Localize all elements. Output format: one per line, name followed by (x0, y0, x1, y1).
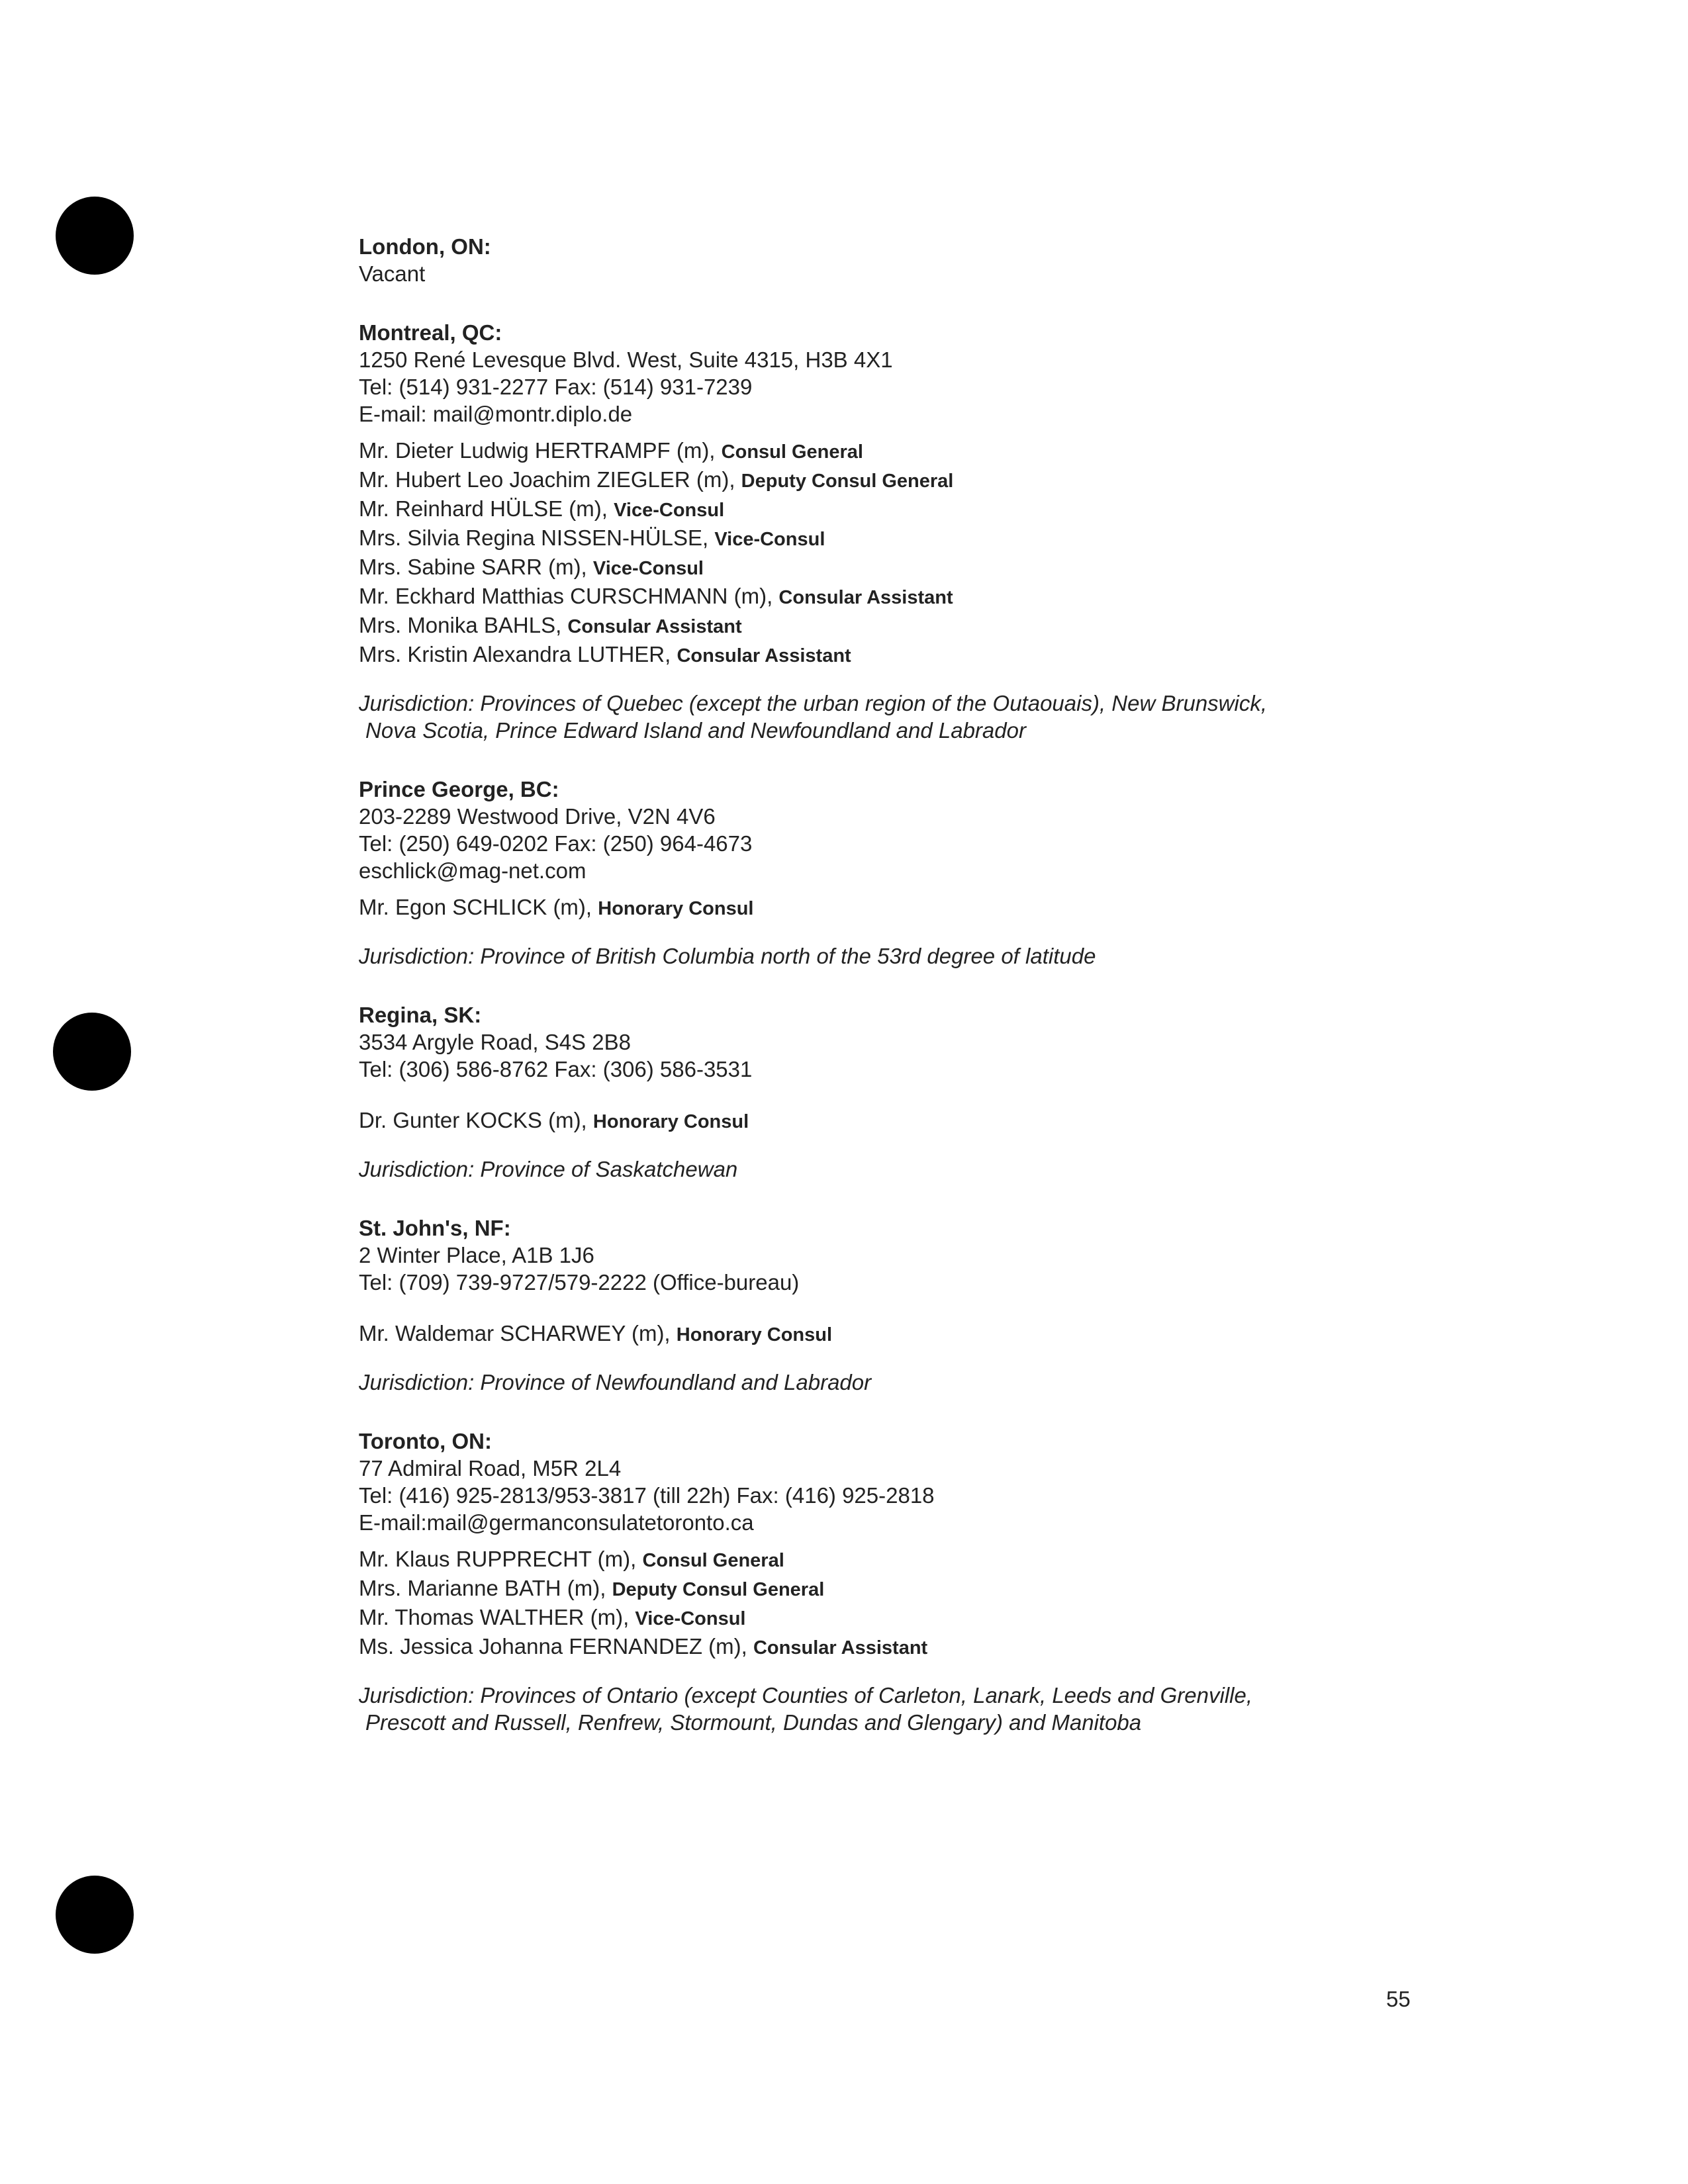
staff-title: Consular Assistant (753, 1637, 928, 1659)
address: 203-2289 Westwood Drive, V2N 4V6 (359, 804, 716, 829)
address: 3534 Argyle Road, S4S 2B8 (359, 1030, 631, 1054)
staff-entry (359, 1545, 1418, 1574)
staff-entry (359, 641, 1418, 670)
staff-title: Consul General (721, 441, 863, 463)
staff-name: Dr. Gunter KOCKS (m), (359, 1108, 587, 1132)
staff-name: Mr. Egon SCHLICK (m), (359, 895, 592, 919)
staff-title: Consul General (642, 1550, 784, 1571)
staff-title: Honorary Consul (598, 898, 754, 919)
jurisdiction: Jurisdiction: Province of Newfoundland and Labrador (359, 1370, 872, 1394)
section-london (359, 233, 1418, 287)
staff-entry (359, 495, 1418, 524)
staff-entry (359, 553, 1418, 582)
staff-entry (359, 1574, 1418, 1604)
staff-list (359, 1320, 1418, 1349)
staff-name: Mrs. Marianne BATH (m), (359, 1576, 606, 1600)
staff-title: Consular Assistant (778, 587, 953, 608)
staff-entry (359, 612, 1418, 641)
staff-name: Mrs. Monika BAHLS, (359, 613, 562, 637)
staff-entry (359, 582, 1418, 612)
address: 2 Winter Place, A1B 1J6 (359, 1243, 594, 1267)
staff-name: Mr. Dieter Ludwig HERTRAMPF (m), (359, 438, 716, 463)
staff-name: Mr. Hubert Leo Joachim ZIEGLER (m), (359, 467, 735, 492)
city-heading: London, ON: (359, 234, 491, 259)
staff-title: Consular Assistant (677, 645, 851, 666)
staff-name: Mrs. Silvia Regina NISSEN-HÜLSE, (359, 525, 709, 550)
section-toronto (359, 1428, 1418, 1736)
address: 1250 René Levesque Blvd. West, Suite 4315, H3B 4X1 (359, 347, 893, 372)
staff-name: Mrs. Sabine SARR (m), (359, 555, 587, 579)
staff-entry (359, 1107, 1418, 1136)
staff-title: Vice-Consul (592, 558, 704, 579)
section-st-johns (359, 1214, 1418, 1396)
page-number: 55 (1386, 1987, 1411, 2011)
staff-list (359, 1107, 1418, 1136)
jurisdiction (359, 1682, 1418, 1736)
section-regina (359, 1001, 1418, 1183)
staff-title: Deputy Consul General (741, 471, 954, 492)
binder-hole-middle (53, 1013, 131, 1091)
jurisdiction-line: Prescott and Russell, Renfrew, Stormount, Dundas and Glengary) and Manitoba (365, 1710, 1142, 1735)
staff-list (359, 893, 1418, 923)
section-prince-george (359, 776, 1418, 970)
jurisdiction (359, 690, 1418, 744)
staff-name: Mr. Reinhard HÜLSE (m), (359, 496, 608, 521)
binder-hole-bottom (56, 1876, 134, 1954)
city-heading: Toronto, ON: (359, 1429, 492, 1453)
email: E-mail:mail@germanconsulatetoronto.ca (359, 1510, 754, 1535)
staff-title: Vice-Consul (635, 1608, 746, 1629)
staff-list (359, 437, 1418, 670)
jurisdiction: Jurisdiction: Province of British Columbia north of the 53rd degree of latitude (359, 944, 1096, 968)
jurisdiction-line: Nova Scotia, Prince Edward Island and Newfoundland and Labrador (365, 718, 1026, 743)
staff-title: Vice-Consul (614, 500, 725, 521)
email: eschlick@mag-net.com (359, 858, 586, 883)
staff-name: Mr. Waldemar SCHARWEY (m), (359, 1321, 671, 1345)
phone: Tel: (709) 739-9727/579-2222 (Office-bureau) (359, 1270, 800, 1295)
city-heading: St. John's, NF: (359, 1216, 511, 1240)
phone: Tel: (416) 925-2813/953-3817 (till 22h) Fax: (416) 925-2818 (359, 1483, 935, 1508)
address: 77 Admiral Road, M5R 2L4 (359, 1456, 622, 1480)
jurisdiction-line: Jurisdiction: Provinces of Quebec (except the urban region of the Outaouais), New Brunswick, (359, 691, 1268, 715)
city-heading: Montreal, QC: (359, 320, 502, 345)
staff-title: Deputy Consul General (612, 1579, 825, 1600)
jurisdiction: Jurisdiction: Province of Saskatchewan (359, 1157, 738, 1181)
city-heading: Prince George, BC: (359, 777, 559, 801)
staff-name: Mr. Klaus RUPPRECHT (m), (359, 1547, 637, 1571)
email: E-mail: mail@montr.diplo.de (359, 402, 633, 426)
city-heading: Regina, SK: (359, 1003, 482, 1027)
status-text: Vacant (359, 261, 426, 286)
staff-name: Mr. Eckhard Matthias CURSCHMANN (m), (359, 584, 773, 608)
jurisdiction-line: Jurisdiction: Provinces of Ontario (except Counties of Carleton, Lanark, Leeds and Grenville, (359, 1683, 1253, 1707)
binder-hole-top (56, 197, 134, 275)
staff-title: Honorary Consul (592, 1111, 749, 1132)
staff-entry (359, 1604, 1418, 1633)
staff-title: Vice-Consul (714, 529, 825, 550)
staff-name: Ms. Jessica Johanna FERNANDEZ (m), (359, 1634, 747, 1659)
staff-entry (359, 1320, 1418, 1349)
phone: Tel: (514) 931-2277 Fax: (514) 931-7239 (359, 375, 753, 399)
staff-entry (359, 893, 1418, 923)
staff-entry (359, 1633, 1418, 1662)
section-montreal (359, 319, 1418, 744)
phone: Tel: (306) 586-8762 Fax: (306) 586-3531 (359, 1057, 753, 1081)
staff-entry (359, 437, 1418, 466)
staff-name: Mrs. Kristin Alexandra LUTHER, (359, 642, 671, 666)
staff-name: Mr. Thomas WALTHER (m), (359, 1605, 630, 1629)
staff-title: Consular Assistant (567, 616, 742, 637)
staff-title: Honorary Consul (676, 1324, 833, 1345)
document-body (359, 233, 1418, 1768)
staff-entry (359, 524, 1418, 553)
staff-entry (359, 466, 1418, 495)
staff-list (359, 1545, 1418, 1662)
phone: Tel: (250) 649-0202 Fax: (250) 964-4673 (359, 831, 753, 856)
